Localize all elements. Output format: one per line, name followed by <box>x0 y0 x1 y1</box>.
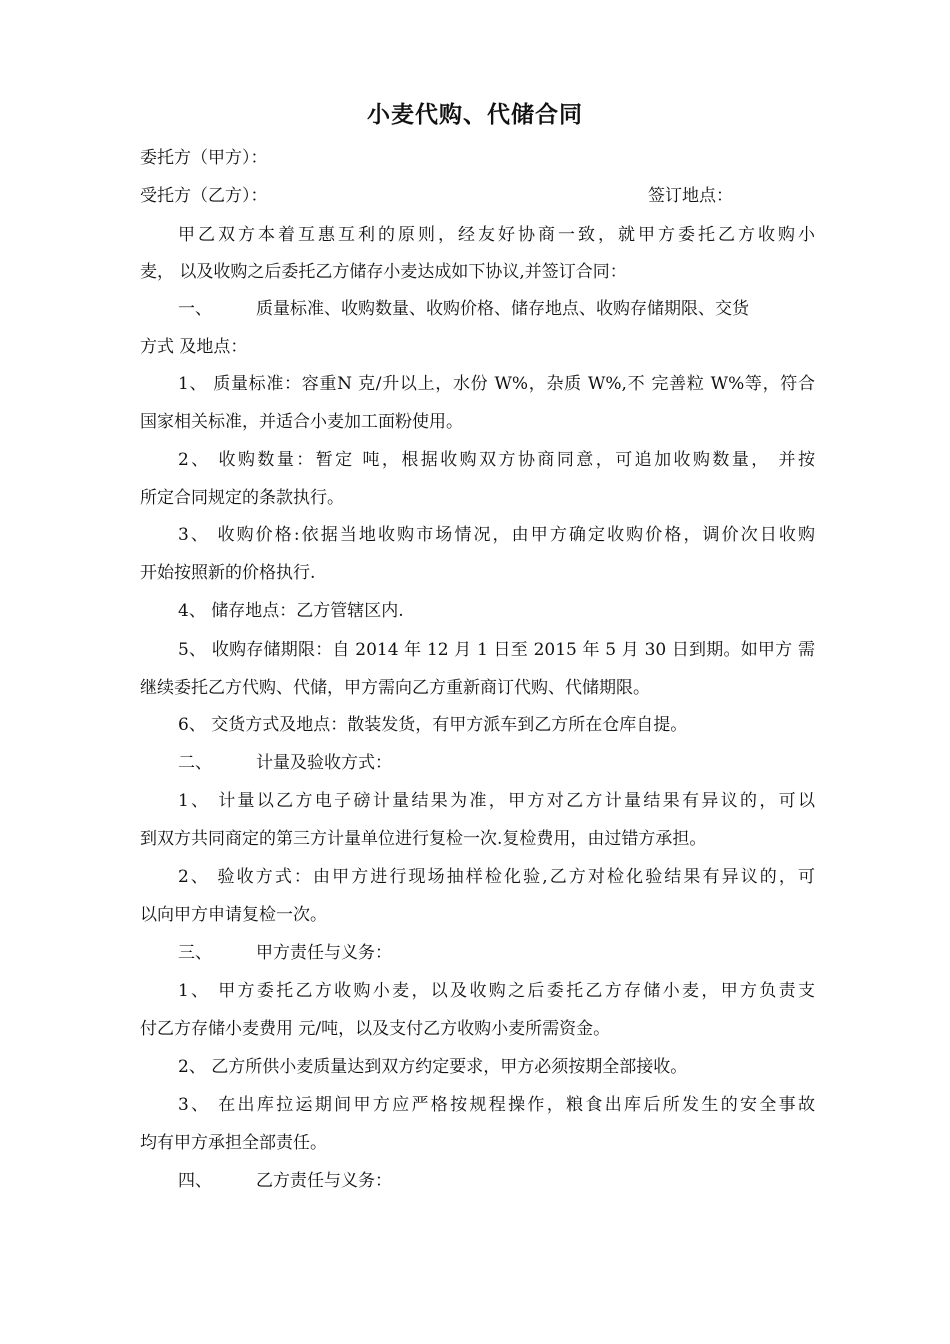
s2-item-1-line-2: 到双方共同商定的第三方计量单位进行复检一次.复检费用，由过错方承担。 <box>140 829 707 849</box>
intro-line-1: 甲乙双方本着互惠互利的原则，经友好协商一致，就甲方委托乙方收购小 <box>178 225 815 245</box>
s3-item-3-line-2: 均有甲方承担全部责任。 <box>140 1133 327 1153</box>
s1-item-2-line-2: 所定合同规定的条款执行。 <box>140 488 344 508</box>
section-3-number: 三、 <box>178 943 212 963</box>
section-3-title: 甲方责任与义务： <box>256 943 392 963</box>
s2-item-2-line-2: 以向甲方申请复检一次。 <box>140 905 327 925</box>
section-2-number: 二、 <box>178 753 212 773</box>
section-1-heading <box>178 298 815 320</box>
s3-item-3-line-1: 3、 在出库拉运期间甲方应严格按规程操作，粮食出库后所发生的安全事故 <box>178 1095 815 1115</box>
s2-item-2-line-1: 2、 验收方式：由甲方进行现场抽样检化验,乙方对检化验结果有异议的，可 <box>178 867 815 887</box>
s1-item-2-line-1: 2、 收购数量：暂定 吨，根据收购双方协商同意，可追加收购数量， 并按 <box>178 450 815 470</box>
section-4-number: 四、 <box>178 1171 212 1191</box>
s1-item-4-line-1: 4、 储存地点：乙方管辖区内. <box>178 601 404 621</box>
s3-item-1-line-1: 1、 甲方委托乙方收购小麦，以及收购之后委托乙方存储小麦，甲方负责支 <box>178 981 815 1001</box>
s3-item-2-line-1: 2、 乙方所供小麦质量达到双方约定要求，甲方必须按期全部接收。 <box>178 1057 688 1077</box>
section-3-heading <box>178 942 815 964</box>
section-4-heading <box>178 1170 815 1192</box>
s2-item-1-line-1: 1、 计量以乙方电子磅计量结果为准，甲方对乙方计量结果有异议的，可以 <box>178 791 815 811</box>
party-b-label: 受托方（乙方）： <box>140 186 268 206</box>
intro-line-2: 麦， 以及收购之后委托乙方储存小麦达成如下协议,并签订合同： <box>140 262 627 282</box>
section-4-title: 乙方责任与义务： <box>256 1171 392 1191</box>
s1-item-5-line-1: 5、 收购存储期限：自 2014 年 12 月 1 日至 2015 年 5 月 30 日到期。如甲方 需 <box>178 640 815 660</box>
sign-place-label: 签订地点： <box>648 186 733 206</box>
section-2-title: 计量及验收方式： <box>256 753 392 773</box>
section-1-title-line-2: 方式 及地点： <box>140 337 248 357</box>
s1-item-6-line-1: 6、 交货方式及地点：散装发货，有甲方派车到乙方所在仓库自提。 <box>178 715 688 735</box>
document-title: 小麦代购、代储合同 <box>367 101 583 128</box>
s1-item-5-line-2: 继续委托乙方代购、代储，甲方需向乙方重新商订代购、代储期限。 <box>140 678 650 698</box>
section-1-number: 一、 <box>178 299 212 319</box>
s3-item-1-line-2: 付乙方存储小麦费用 元/吨，以及支付乙方收购小麦所需资金。 <box>140 1019 611 1039</box>
s1-item-3-line-2: 开始按照新的价格执行. <box>140 563 316 583</box>
section-2-heading <box>178 752 815 774</box>
s1-item-1-line-1: 1、 质量标准：容重N 克/升以上，水份 W%，杂质 W%,不 完善粒 W%等，符合 <box>178 374 815 394</box>
s1-item-1-line-2: 国家相关标准，并适合小麦加工面粉使用。 <box>140 412 463 432</box>
s1-item-3-line-1: 3、 收购价格:依据当地收购市场情况，由甲方确定收购价格，调价次日收购 <box>178 525 815 545</box>
section-1-title: 质量标准、收购数量、收购价格、储存地点、收购存储期限、交货 <box>256 299 749 319</box>
party-a-line: 委托方（甲方）： <box>140 148 268 168</box>
